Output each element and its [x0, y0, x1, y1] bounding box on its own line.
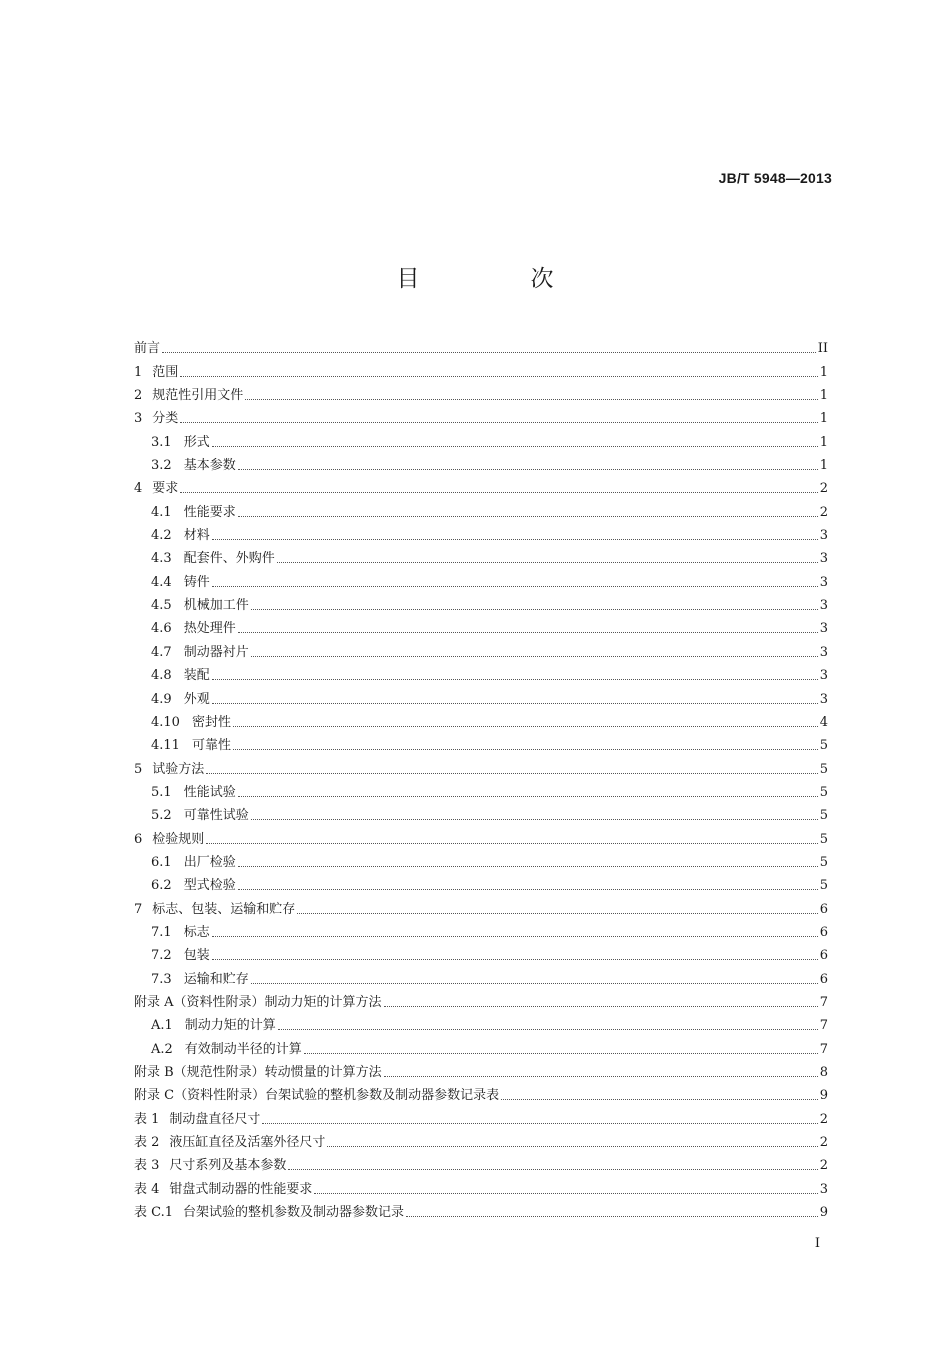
- toc-entry-title: [151, 1017, 276, 1034]
- toc-dot-leader: [278, 1028, 818, 1030]
- toc-entry-number: 表 3: [134, 1158, 160, 1174]
- toc-entry-page: 7: [819, 1018, 828, 1034]
- toc-entry-page: 5: [819, 808, 828, 824]
- toc-entry-number: 4.9: [151, 691, 172, 707]
- toc-entry-title: [151, 947, 210, 964]
- toc-entry[interactable]: [134, 801, 828, 824]
- toc-entry-title: [151, 854, 236, 871]
- toc-entry-number: 7.3: [151, 971, 172, 987]
- toc-entry-label: 范围: [152, 364, 179, 380]
- toc-entry-number: 4.3: [151, 551, 172, 567]
- toc-entry-page: 3: [819, 551, 828, 567]
- toc-entry-number: 4.5: [151, 598, 172, 614]
- toc-entry[interactable]: [134, 871, 828, 894]
- toc-dot-leader: [212, 585, 818, 587]
- toc-entry-page: 6: [819, 901, 828, 917]
- toc-entry-number: 3: [134, 411, 143, 427]
- toc-dot-leader: [238, 631, 818, 633]
- toc-entry-label: 铸件: [183, 574, 210, 590]
- toc-entry-label: 机械加工件: [183, 598, 249, 614]
- toc-entry[interactable]: [134, 778, 828, 801]
- toc-dot-leader: [212, 445, 818, 447]
- toc-entry[interactable]: [134, 497, 828, 520]
- toc-entry-page: 3: [819, 528, 828, 544]
- toc-entry[interactable]: [134, 894, 828, 917]
- toc-dot-leader: [206, 842, 817, 844]
- toc-dot-leader: [212, 678, 818, 680]
- toc-entry-label: 试验方法: [152, 761, 205, 777]
- toc-entry-title: [151, 971, 249, 988]
- toc-entry[interactable]: [134, 964, 828, 987]
- toc-entry-label: 制动力矩的计算: [184, 1018, 276, 1034]
- toc-entry-title: [151, 667, 210, 684]
- toc-entry-page: 6: [819, 971, 828, 987]
- toc-entry-number: 4: [134, 481, 143, 497]
- toc-dot-leader: [212, 702, 818, 704]
- toc-entry-title: [151, 737, 231, 754]
- toc-entry-page: 1: [819, 364, 828, 380]
- toc-entry-title: [134, 761, 204, 778]
- toc-entry-title: [151, 877, 236, 894]
- toc-dot-leader: [180, 491, 817, 493]
- toc-dot-leader: [180, 421, 817, 423]
- toc-entry-page: 3: [819, 598, 828, 614]
- toc-entry[interactable]: [134, 988, 828, 1011]
- toc-entry-label: 包装: [183, 948, 210, 964]
- toc-entry[interactable]: [134, 1034, 828, 1057]
- toc-entry[interactable]: [134, 591, 828, 614]
- toc-entry-title: [134, 410, 178, 427]
- toc-entry-page: 5: [819, 761, 828, 777]
- toc-entry-number: 5.2: [151, 808, 172, 824]
- toc-entry-number: A.1: [151, 1018, 173, 1034]
- toc-entry-title: [134, 1181, 312, 1198]
- toc-entry[interactable]: [134, 334, 828, 357]
- toc-dot-leader: [251, 608, 818, 610]
- toc-entry-label: 型式检验: [183, 878, 236, 894]
- toc-entry-title: [151, 457, 236, 474]
- toc-entry-page: 3: [819, 621, 828, 637]
- toc-dot-leader: [288, 1168, 817, 1170]
- toc-entry-number: 4.2: [151, 528, 172, 544]
- toc-entry-page: 3: [819, 668, 828, 684]
- toc-entry-title: [151, 714, 231, 731]
- toc-entry-label: 要求: [152, 481, 179, 497]
- toc-entry-label: 性能要求: [183, 504, 236, 520]
- toc-entry-page: 6: [819, 924, 828, 940]
- toc-entry[interactable]: [134, 404, 828, 427]
- toc-entry-page: 3: [819, 574, 828, 590]
- toc-entry[interactable]: [134, 848, 828, 871]
- toc-dot-leader: [180, 375, 817, 377]
- toc-dot-leader: [233, 748, 818, 750]
- toc-entry[interactable]: [134, 381, 828, 404]
- toc-dot-leader: [406, 1215, 818, 1217]
- toc-dot-leader: [251, 818, 818, 820]
- toc-entry-page: 3: [819, 1181, 828, 1197]
- toc-entry-page: 5: [819, 854, 828, 870]
- toc-dot-leader: [238, 468, 818, 470]
- toc-entry-title: [134, 901, 295, 918]
- toc-entry-page: 6: [819, 948, 828, 964]
- toc-entry[interactable]: [134, 1198, 828, 1221]
- toc-entry-label: 装配: [183, 668, 210, 684]
- toc-entry[interactable]: [134, 637, 828, 660]
- toc-entry-number: 7.1: [151, 924, 172, 940]
- toc-entry-page: 8: [819, 1065, 828, 1080]
- toc-entry-label: 分类: [152, 411, 179, 427]
- toc-entry-number: 4.11: [151, 738, 180, 754]
- toc-entry[interactable]: [134, 731, 828, 754]
- toc-entry-page: 7: [819, 1041, 828, 1057]
- toc-entry-label: 台架试验的整机参数及制动器参数记录: [183, 1205, 405, 1221]
- toc-dot-leader: [304, 1052, 818, 1054]
- toc-entry[interactable]: [134, 661, 828, 684]
- toc-entry[interactable]: [134, 451, 828, 474]
- toc-dot-leader: [384, 1005, 818, 1007]
- toc-entry-number: 6: [134, 831, 143, 847]
- toc-entry-label: 检验规则: [152, 831, 205, 847]
- toc-entry[interactable]: [134, 1081, 828, 1104]
- toc-dot-leader: [212, 538, 818, 540]
- toc-entry-page: 3: [819, 691, 828, 707]
- toc-entry-label: 附录 B（规范性附录）转动惯量的计算方法: [134, 1065, 382, 1080]
- toc-entry-label: 液压缸直径及活塞外径尺寸: [169, 1135, 326, 1151]
- toc-entry-number: 表 1: [134, 1111, 160, 1127]
- toc-entry[interactable]: [134, 1174, 828, 1197]
- toc-entry-title: [134, 387, 243, 404]
- toc-entry[interactable]: [134, 521, 828, 544]
- toc-dot-leader: [327, 1145, 817, 1147]
- toc-entry-number: 7: [134, 901, 143, 917]
- toc-entry-label: 材料: [183, 528, 210, 544]
- toc-entry-title: [151, 644, 249, 661]
- toc-entry-label: 密封性: [191, 714, 231, 730]
- toc-dot-leader: [277, 561, 818, 563]
- toc-entry-page: 1: [819, 388, 828, 404]
- toc-entry-page: 5: [819, 784, 828, 800]
- toc-entry-page: 1: [819, 411, 828, 427]
- toc-entry-page: 9: [819, 1205, 828, 1221]
- toc-entry-label: 基本参数: [183, 458, 236, 474]
- toc-entry-label: 配套件、外购件: [183, 551, 275, 567]
- toc-entry[interactable]: [134, 567, 828, 590]
- toc-entry-label: 有效制动半径的计算: [184, 1041, 302, 1057]
- toc-entry-title: [134, 1204, 404, 1221]
- toc-entry-page: 2: [819, 1135, 828, 1151]
- toc-entry-title: [134, 1111, 260, 1128]
- toc-entry-page: 5: [819, 878, 828, 894]
- toc-entry-label: 规范性引用文件: [152, 388, 244, 404]
- toc-entry[interactable]: [134, 1128, 828, 1151]
- toc-entry-label: 标志、包装、运输和贮存: [152, 901, 296, 917]
- toc-entry-number: 1: [134, 364, 143, 380]
- toc-entry-title: [151, 691, 210, 708]
- toc-entry-title: [151, 597, 249, 614]
- toc-entry-page: 2: [819, 1111, 828, 1127]
- toc-entry-page: 1: [819, 434, 828, 450]
- toc-entry-page: 5: [819, 831, 828, 847]
- toc-entry-title: [134, 994, 382, 1011]
- toc-entry-page: 4: [819, 714, 828, 730]
- toc-entry-page: 2: [819, 1158, 828, 1174]
- toc-dot-leader: [297, 912, 817, 914]
- page-number: I: [814, 1236, 820, 1251]
- toc-entry-label: 尺寸系列及基本参数: [169, 1158, 287, 1174]
- toc-dot-leader: [212, 958, 818, 960]
- toc-entry-number: 3.1: [151, 434, 172, 450]
- toc-entry-number: 表 C.1: [134, 1205, 174, 1221]
- toc-entry-page: 9: [819, 1088, 828, 1104]
- toc-entry-title: [151, 527, 210, 544]
- toc-dot-leader: [238, 515, 818, 517]
- toc-entry-number: 表 4: [134, 1181, 160, 1197]
- toc-entry[interactable]: [134, 357, 828, 380]
- toc-entry-page: 1: [819, 458, 828, 474]
- toc-entry-label: 前言: [134, 341, 161, 357]
- toc-entry-number: 7.2: [151, 948, 172, 964]
- toc-entry[interactable]: [134, 941, 828, 964]
- toc-entry-title: [134, 1134, 325, 1151]
- toc-dot-leader: [233, 725, 818, 727]
- toc-dot-leader: [238, 888, 818, 890]
- toc-entry-page: II: [817, 341, 828, 357]
- toc-entry-number: 5: [134, 761, 143, 777]
- toc-entry-number: 6.2: [151, 878, 172, 894]
- toc-dot-leader: [238, 865, 818, 867]
- toc-entry-label: 性能试验: [183, 784, 236, 800]
- toc-entry-number: 2: [134, 388, 143, 404]
- toc-entry[interactable]: [134, 1151, 828, 1174]
- toc-entry-label: 热处理件: [183, 621, 236, 637]
- toc-entry-label: 附录 C（资料性附录）台架试验的整机参数及制动器参数记录表: [134, 1088, 500, 1104]
- toc-dot-leader: [251, 655, 818, 657]
- toc-entry-title: [134, 831, 204, 848]
- toc-dot-leader: [206, 772, 817, 774]
- toc-entry-title: [151, 550, 275, 567]
- toc-dot-leader: [212, 935, 818, 937]
- toc-entry-page: 5: [819, 738, 828, 754]
- toc-entry[interactable]: [134, 427, 828, 450]
- toc-entry-number: 3.2: [151, 458, 172, 474]
- toc-entry-number: 4.6: [151, 621, 172, 637]
- toc-entry-title: [151, 620, 236, 637]
- toc-entry-title: [134, 1087, 499, 1104]
- toc-title: 目 次: [396, 266, 598, 292]
- toc-entry-title: [151, 434, 210, 451]
- table-of-contents: [134, 334, 828, 1221]
- toc-entry[interactable]: [134, 754, 828, 777]
- toc-entry-number: A.2: [151, 1041, 173, 1057]
- toc-entry-label: 出厂检验: [183, 854, 236, 870]
- toc-entry-label: 制动盘直径尺寸: [169, 1111, 261, 1127]
- toc-entry-title: [134, 1064, 382, 1081]
- toc-entry-number: 表 2: [134, 1135, 160, 1151]
- toc-entry-number: 6.1: [151, 854, 172, 870]
- toc-entry-number: 4.10: [151, 714, 180, 730]
- toc-entry-number: 5.1: [151, 784, 172, 800]
- toc-entry-label: 外观: [183, 691, 210, 707]
- toc-entry[interactable]: [134, 474, 828, 497]
- toc-entry-label: 钳盘式制动器的性能要求: [169, 1181, 313, 1197]
- toc-entry-page: 2: [819, 504, 828, 520]
- toc-entry-label: 可靠性: [191, 738, 231, 754]
- toc-entry-page: 7: [819, 994, 828, 1010]
- toc-entry-page: 2: [819, 481, 828, 497]
- toc-dot-leader: [251, 982, 818, 984]
- toc-entry-label: 标志: [183, 924, 210, 940]
- toc-dot-leader: [314, 1192, 817, 1194]
- toc-entry-title: [151, 574, 210, 591]
- toc-entry-title: [134, 480, 178, 497]
- toc-entry[interactable]: [134, 824, 828, 847]
- toc-entry[interactable]: [134, 544, 828, 567]
- toc-entry-label: 附录 A（资料性附录）制动力矩的计算方法: [134, 994, 382, 1010]
- toc-entry-label: 可靠性试验: [183, 808, 249, 824]
- toc-entry[interactable]: [134, 1011, 828, 1034]
- toc-entry-title: [134, 1157, 286, 1174]
- toc-entry[interactable]: [134, 1058, 828, 1081]
- toc-entry[interactable]: [134, 918, 828, 941]
- toc-entry-label: 形式: [183, 434, 210, 450]
- toc-entry-number: 4.4: [151, 574, 172, 590]
- toc-entry-title: [134, 340, 160, 357]
- standard-code: JB/T 5948—2013: [718, 170, 832, 186]
- toc-entry-label: 制动器衬片: [183, 644, 249, 660]
- toc-entry[interactable]: [134, 684, 828, 707]
- toc-entry-title: [151, 784, 236, 801]
- toc-dot-leader: [238, 795, 818, 797]
- toc-entry[interactable]: [134, 1104, 828, 1127]
- toc-entry-label: 运输和贮存: [183, 971, 249, 987]
- toc-entry[interactable]: [134, 708, 828, 731]
- toc-entry-number: 4.7: [151, 644, 172, 660]
- toc-entry-title: [151, 807, 249, 824]
- toc-entry-title: [151, 1041, 302, 1058]
- toc-dot-leader: [162, 351, 816, 353]
- toc-entry-number: 4.8: [151, 668, 172, 684]
- toc-dot-leader: [384, 1075, 818, 1077]
- toc-dot-leader: [501, 1098, 818, 1100]
- toc-dot-leader: [262, 1122, 817, 1124]
- toc-entry-page: 3: [819, 644, 828, 660]
- toc-entry-title: [134, 364, 178, 381]
- toc-dot-leader: [245, 398, 817, 400]
- toc-entry-title: [151, 924, 210, 941]
- toc-entry-title: [151, 504, 236, 521]
- toc-entry-number: 4.1: [151, 504, 172, 520]
- toc-entry[interactable]: [134, 614, 828, 637]
